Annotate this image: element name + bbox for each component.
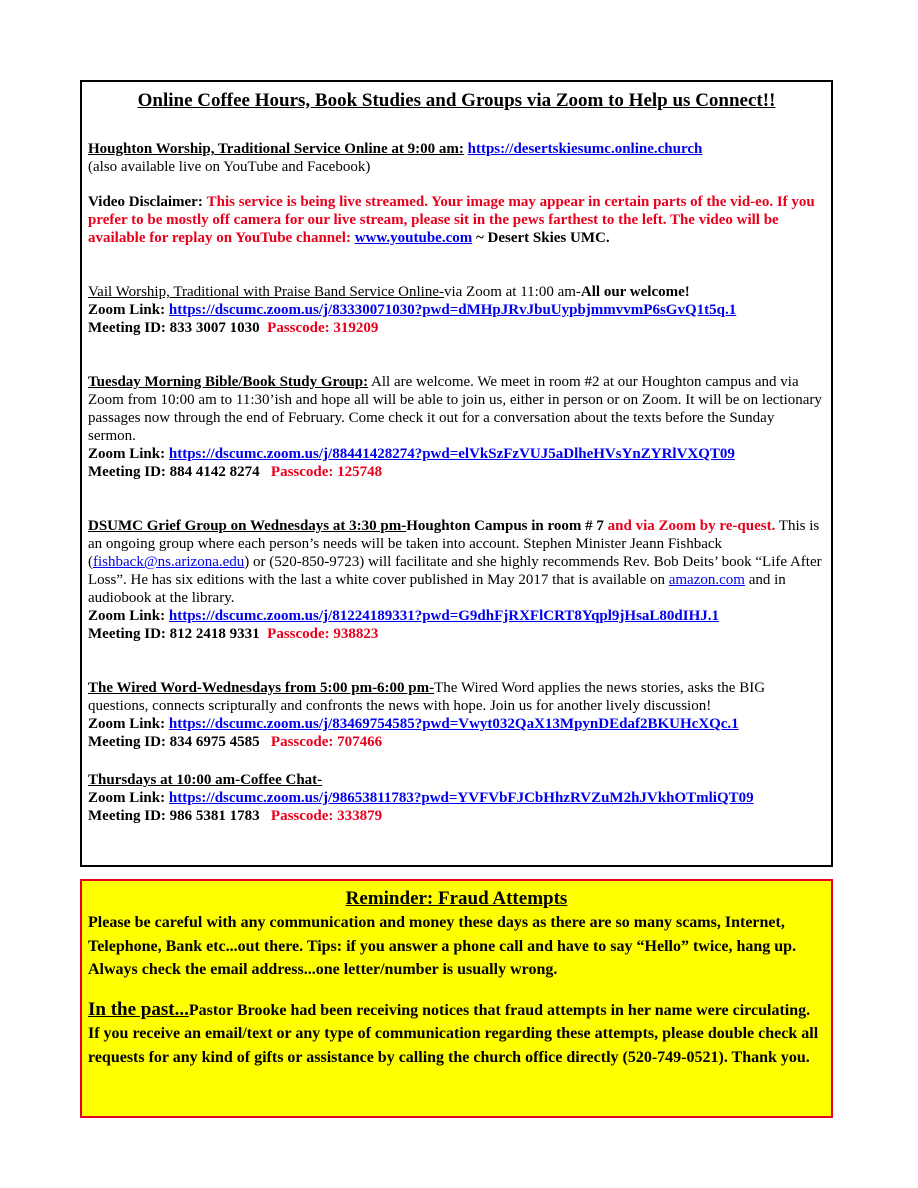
grief-text-2: ) or (520-850-9723) will facilitate and she highly recommends Rev. Bob Deits’ book “Life After Loss”. He has six editions with the last a white cover published in May 2017 that is available on (88, 554, 822, 588)
vail-welcome: All our welcome! (580, 284, 690, 300)
grief-text-1: This is an ongoing group where each person’s needs will be taken into account. Stephen Minister Jeann Fishback ( (88, 518, 820, 570)
wired-section (88, 679, 825, 751)
thursday-section (88, 771, 825, 825)
wired-passcode: Passcode: 707466 (270, 734, 383, 750)
grief-heading: DSUMC Grief Group on Wednesdays at 3:30 pm- (88, 518, 407, 534)
grief-location: Houghton Campus in room # 7 (406, 518, 604, 534)
disclaimer-label: Video Disclaimer: (88, 194, 203, 210)
tuesday-text: All are welcome. We meet in room #2 at our Houghton campus and via Zoom from 10:00 am to 11:30’ish and hope all will be able to join us, either in person or on Zoom. It will be on lectionary passages now through the end of February. Come check it out for a conversation about the texts before the Sunday sermon. (88, 374, 822, 444)
reminder-paragraph-1: Please be careful with any communication and money these days as there are so many scams, Internet, Telephone, Bank etc...out there. Tips: if you answer a phone call and have to say “Hello” twice, hang up. Always check the email address...one letter/number is usually wrong. (88, 914, 797, 978)
amazon-link[interactable]: amazon.com (668, 572, 745, 588)
grief-meeting-id: Meeting ID: 812 2418 9331 (88, 626, 260, 642)
events-box (80, 80, 833, 867)
vail-heading: Vail Worship, Traditional with Praise Band Service Online- (88, 284, 444, 300)
vail-passcode: Passcode: 319209 (267, 320, 379, 336)
youtube-link[interactable]: www.youtube.com (354, 230, 473, 246)
zoom-label: Zoom Link: (88, 302, 166, 318)
vail-section (88, 283, 825, 337)
fraud-reminder-box (80, 879, 833, 1118)
zoom-label: Zoom Link: (88, 716, 166, 732)
disclaimer-tail: ~ Desert Skies UMC. (475, 230, 610, 246)
wired-meeting-id: Meeting ID: 834 6975 4585 (88, 734, 260, 750)
houghton-link[interactable]: https://desertskiesumc.online.church (467, 141, 703, 157)
zoom-label: Zoom Link: (88, 446, 166, 462)
vail-zoom-link[interactable]: https://dscumc.zoom.us/j/83330071030?pwd=dMHpJRvJbuUypbjmmvvmP6sGvQ1t5q.1 (168, 302, 737, 318)
reminder-paragraph-2 (88, 998, 825, 1070)
houghton-section (88, 140, 825, 176)
grief-text-3: and in audiobook at the library. (88, 572, 786, 606)
tuesday-meeting-id: Meeting ID: 884 4142 8274 (88, 464, 260, 480)
disclaimer-section (88, 193, 825, 247)
grief-email-link[interactable]: fishback@ns.arizona.edu (93, 554, 245, 570)
reminder-title: Reminder: Fraud Attempts (345, 888, 568, 909)
tuesday-section (88, 373, 825, 481)
tuesday-passcode: Passcode: 125748 (270, 464, 383, 480)
page-title: Online Coffee Hours, Book Studies and Groups via Zoom to Help us Connect!! (137, 90, 776, 111)
houghton-note: (also available live on YouTube and Facebook) (88, 159, 371, 175)
wired-heading: The Wired Word-Wednesdays from 5:00 pm-6:00 pm- (88, 680, 435, 696)
wired-text: The Wired Word applies the news stories, asks the BIG questions, connects scripturally and confronts the news with hope. Join us for another lively discussion! (88, 680, 766, 714)
grief-passcode: Passcode: 938823 (267, 626, 379, 642)
grief-zoom-note: and via Zoom by re-quest. (607, 518, 776, 534)
disclaimer-text: This service is being live streamed. Your image may appear in certain parts of the vid-eo. If you prefer to be mostly off camera for our live stream, please sit in the pews farthest to the left. The video will be available for replay on YouTube channel: (88, 194, 815, 246)
thursday-zoom-link[interactable]: https://dscumc.zoom.us/j/98653811783?pwd=YVFVbFJCbHhzRVZuM2hJVkhOTmliQT09 (168, 790, 754, 806)
wired-zoom-link[interactable]: https://dscumc.zoom.us/j/83469754585?pwd=Vwyt032QaX13MpynDEdaf2BKUHcXQc.1 (168, 716, 739, 732)
thursday-passcode: Passcode: 333879 (270, 808, 383, 824)
vail-text: via Zoom at 11:00 am- (443, 284, 581, 300)
thursday-meeting-id: Meeting ID: 986 5381 1783 (88, 808, 260, 824)
grief-section (88, 517, 825, 643)
zoom-label: Zoom Link: (88, 608, 166, 624)
tuesday-zoom-link[interactable]: https://dscumc.zoom.us/j/88441428274?pwd=elVkSzFzVUJ5aDlheHVsYnZYRlVXQT09 (168, 446, 735, 462)
tuesday-heading: Tuesday Morning Bible/Book Study Group: (88, 374, 369, 390)
grief-zoom-link[interactable]: https://dscumc.zoom.us/j/81224189331?pwd=G9dhFjRXFlCRT8Yqpl9jHsaL80dIHJ.1 (168, 608, 720, 624)
zoom-label: Zoom Link: (88, 790, 166, 806)
reminder-past-text: Pastor Brooke had been receiving notices that fraud attempts in her name were circulating. If you receive an email/text or any type of communication regarding these attempts, please double check all requests for any kind of gifts or assistance by calling the church office directly (520-749-0521). Thank you. (88, 1001, 819, 1066)
vail-meeting-id: Meeting ID: 833 3007 1030 (88, 320, 260, 336)
houghton-heading: Houghton Worship, Traditional Service Online at 9:00 am: (88, 141, 464, 157)
in-the-past-label: In the past... (88, 998, 189, 1020)
thursday-heading: Thursdays at 10:00 am-Coffee Chat- (88, 772, 323, 788)
